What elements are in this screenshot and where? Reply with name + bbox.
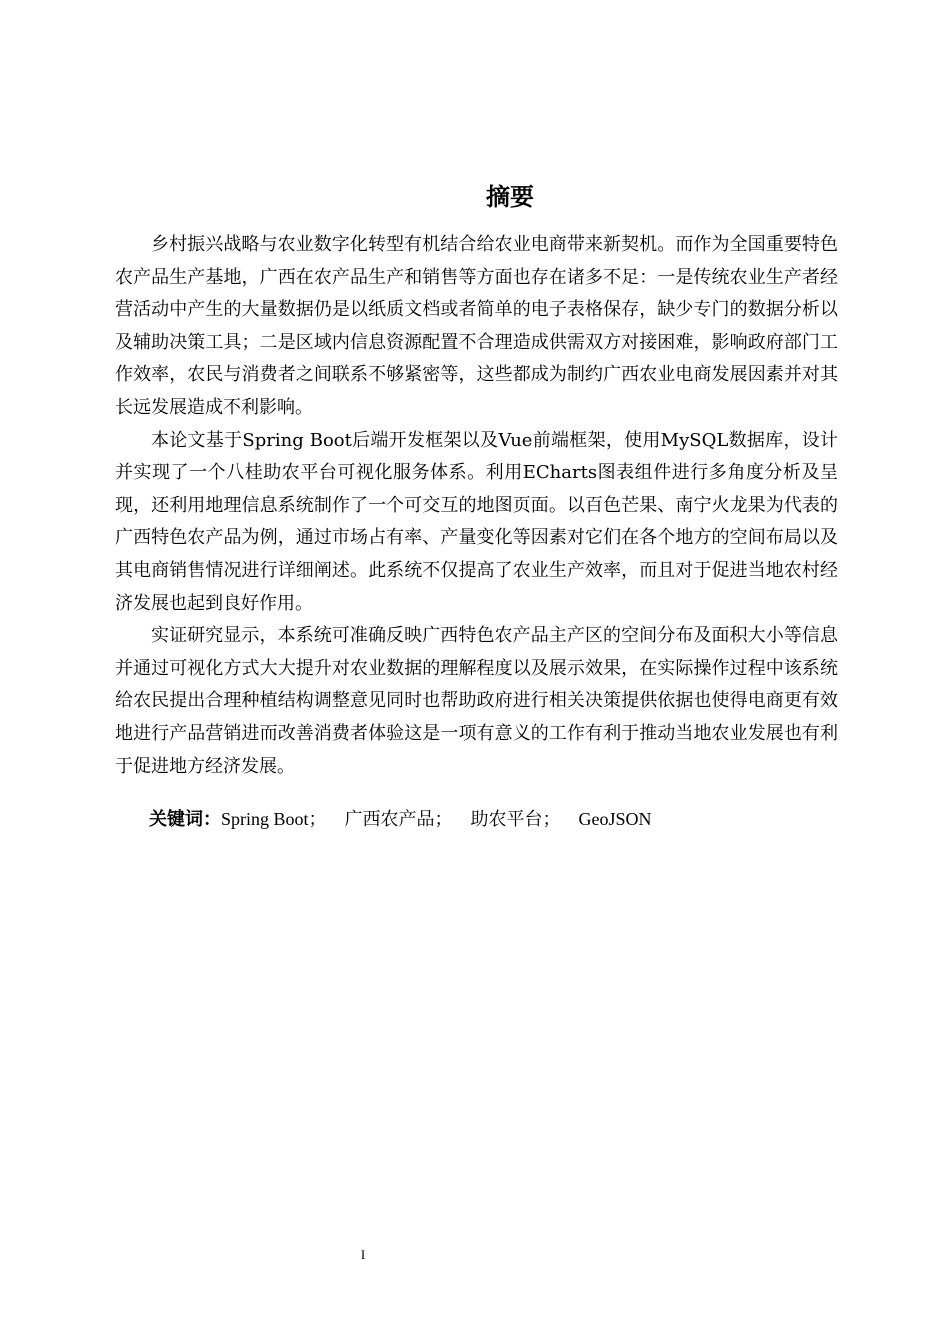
abstract-paragraph-1: 乡村振兴战略与农业数字化转型有机结合给农业电商带来新契机。而作为全国重要特色农产品生产基地，广西在农产品生产和销售等方面也存在诸多不足：一是传统农业生产者经营活动中产生的大量数据仍是以纸质文档或者简单的电子表格保存，缺少专门的数据分析以及辅助决策工具；二是区域内信息资源配置不合理造成供需双方对接困难，影响政府部门工作效率，农民与消费者之间联系不够紧密等，这些都成为制约广西农业电商发展因素并对其长远发展造成不利影响。 (115, 234, 838, 418)
keyword-item: 助农平台； (470, 809, 561, 829)
keyword-item: Spring Boot； (221, 809, 327, 829)
abstract-paragraph-3: 实证研究显示，本系统可准确反映广西特色农产品主产区的空间分布及面积大小等信息并通过可视化方式大大提升对农业数据的理解程度以及展示效果，在实际操作过程中该系统给农民提出合理种植结构调整意见同时也帮助政府进行相关决策提供依据也使得电商更有效地进行产品营销进而改善消费者体验这是一项有意义的工作有利于推动当地农业发展也有利于促进地方经济发展。 (115, 625, 838, 777)
keyword-item: GeoJSON (578, 809, 652, 829)
abstract-paragraph-2: 本论文基于Spring Boot后端开发框架以及Vue前端框架，使用MySQL数据库，设计并实现了一个八桂助农平台可视化服务体系。利用ECharts图表组件进行多角度分析及呈现，还利用地理信息系统制作了一个可交互的地图页面。以百色芒果、南宁火龙果为代表的广西特色农产品为例，通过市场占有率、产量变化等因素对它们在各个地方的空间布局以及其电商销售情况进行详细阐述。此系统不仅提高了农业生产效率，而且对于促进当地农村经济发展也起到良好作用。 (115, 429, 838, 614)
keywords-label: 关键词： (149, 809, 221, 830)
abstract-title: 摘要 (486, 183, 534, 212)
abstract-body (115, 229, 838, 783)
keywords-line (149, 803, 652, 836)
page-number: I (360, 1247, 366, 1262)
keyword-item: 广西农产品； (344, 809, 453, 829)
